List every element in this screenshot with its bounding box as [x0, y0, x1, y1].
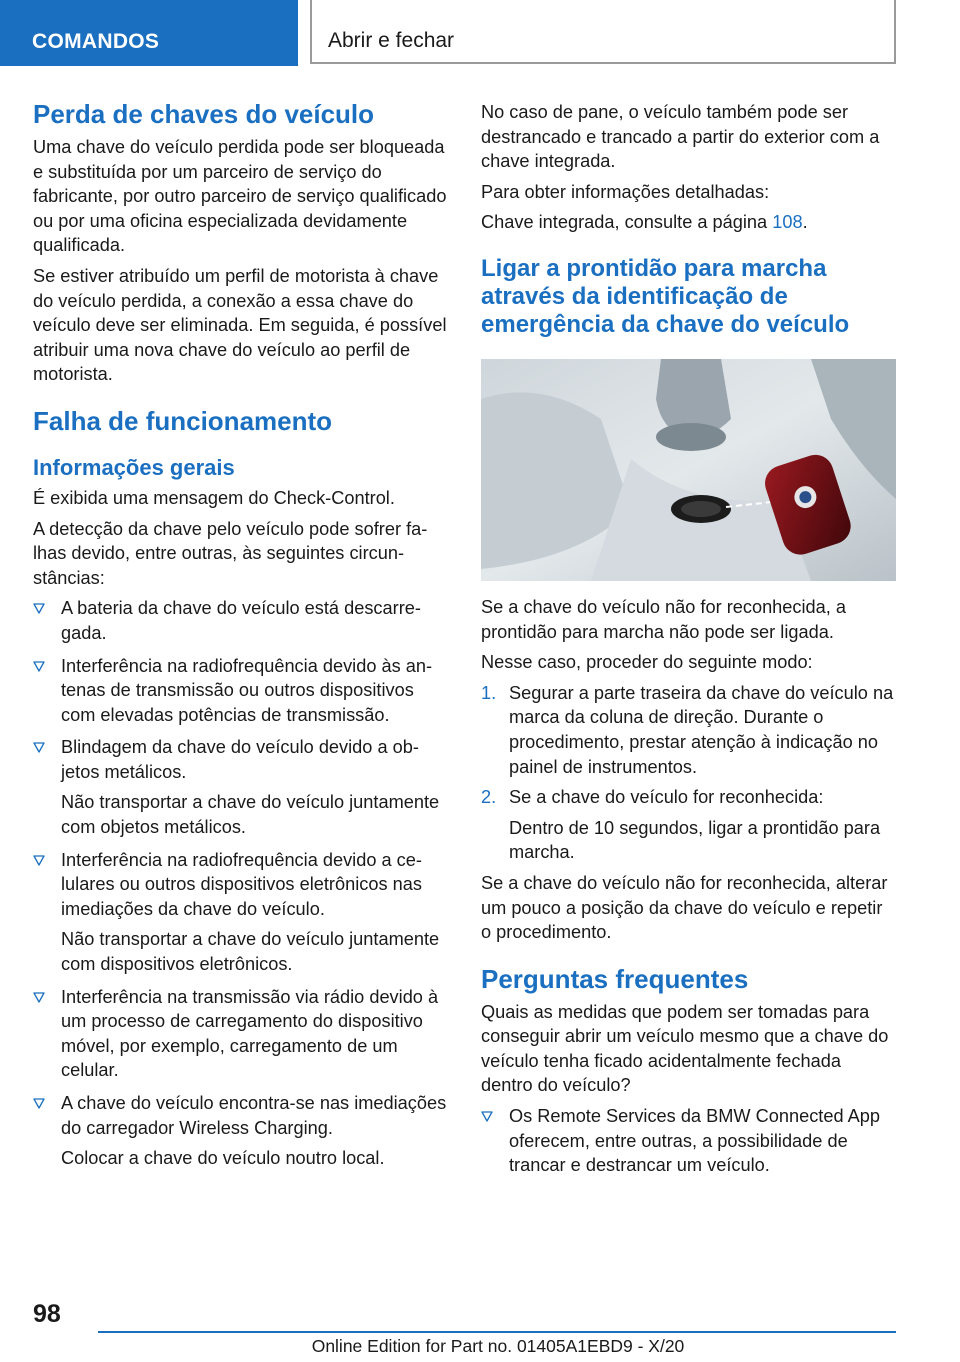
paragraph: É exibida uma mensagem do Check-Control.	[33, 487, 395, 508]
step-note: Dentro de 10 segundos, ligar a prontidão para marcha.	[509, 817, 881, 863]
list-item	[33, 596, 449, 645]
bullet-triangle-icon	[33, 855, 45, 867]
paragraph: No caso de pane, o veículo também pode ser destrancado e trancado a partir do exterior com a chave integrada.	[481, 102, 880, 172]
list-item	[33, 735, 449, 839]
step-text: Segurar a parte traseira da chave do veículo na marca da coluna de direção. Durante o procedimento, prestar atenção à indicação no painel de instrumentos.	[509, 682, 894, 777]
cross-reference	[481, 210, 897, 235]
page-header	[0, 0, 960, 66]
list-item	[481, 1104, 897, 1178]
step-number: 2.	[481, 787, 497, 808]
bullet-triangle-icon	[33, 1098, 45, 1110]
page-number: 98	[33, 1300, 61, 1328]
list-item-text: Os Remote Services da BMW Connected App oferecem, entre outras, a possibilidade de trancar e destrancar um veículo.	[509, 1106, 880, 1176]
bullet-triangle-icon	[481, 1111, 493, 1123]
paragraph: Nesse caso, proceder do seguinte modo:	[481, 652, 813, 673]
list-item-text: Interferência na radiofrequência devido a celulares ou outros dispositivos eletrônicos nas imediações da chave do veículo.	[61, 849, 422, 919]
list-item	[33, 848, 449, 977]
list-item	[33, 1091, 449, 1171]
bullet-triangle-icon	[33, 742, 45, 754]
reference-text: Chave integrada, consulte a página	[481, 212, 773, 233]
list-item-text: A chave do veículo encontra-se nas imediações do carregador Wireless Charging.	[61, 1093, 447, 1138]
list-item-note: Não transportar a chave do veículo juntamente com dispositivos eletrônicos.	[61, 929, 440, 975]
list-item-text: A bateria da chave do veículo está descarregada.	[61, 598, 421, 643]
steering-column-key-image	[481, 359, 896, 581]
right-column	[481, 100, 897, 1186]
list-item	[33, 985, 449, 1083]
section-tab: COMANDOS	[0, 0, 298, 66]
numbered-step	[481, 785, 897, 865]
steering-column-illustration	[481, 359, 896, 581]
edition-note: Online Edition for Part no. 01405A1EBD9 - X/20	[311, 1336, 685, 1356]
list-item-note: Não transportar a chave do veículo juntamente com objetos metálicos.	[61, 792, 440, 838]
subheading-general-info: Informações gerais	[33, 454, 235, 480]
numbered-steps	[481, 681, 897, 865]
bullet-list	[33, 596, 449, 1170]
list-item-text: Interferência na transmissão via rádio devido à um processo de carregamento do dispositivo móvel, por exemplo, carregamento de um celular.	[61, 986, 439, 1081]
page-link[interactable]: 108	[772, 212, 803, 233]
paragraph: Para obter informações detalhadas:	[481, 181, 770, 202]
left-column	[33, 100, 449, 1179]
step-number: 1.	[481, 682, 497, 703]
heading-faq: Perguntas frequentes	[481, 963, 749, 994]
footer-divider	[98, 1331, 896, 1333]
paragraph: Se a chave do veículo não for reconhecida, a prontidão para marcha não pode ser ligada.	[481, 596, 847, 642]
heading-malfunction: Falha de funcionamento	[33, 405, 333, 436]
list-item-text: Blindagem da chave do veículo devido a objetos metálicos.	[61, 737, 419, 782]
list-item-note: Colocar a chave do veículo noutro local.	[61, 1148, 385, 1169]
numbered-step	[481, 681, 897, 779]
step-text: Se a chave do veículo for reconhecida:	[509, 787, 824, 808]
bullet-triangle-icon	[33, 661, 45, 673]
reference-suffix: .	[802, 212, 808, 233]
heading-lost-key: Perda de chaves do veículo	[33, 99, 375, 129]
paragraph: Uma chave do veículo perdida pode ser bloqueada e substituída por um parceiro de serviço do fabricante, por outro parceiro de serviço qualificado ou por uma oficina especializada devidamente qualificada.	[33, 137, 447, 256]
paragraph: Se estiver atribuído um perfil de motorista à chave do veículo perdida, a conexão a essa chave do veículo deve ser eliminada. Em seguida, é possível atribuir uma nova chave do veículo ao perfil de motorista.	[33, 265, 447, 385]
subsection-title: Abrir e fechar	[310, 0, 896, 64]
paragraph: A detecção da chave pelo veículo pode sofrer falhas devido, entre outras, às seguintes circunstâncias:	[33, 518, 428, 588]
bullet-triangle-icon	[33, 603, 45, 615]
bullet-list	[481, 1104, 897, 1178]
list-item-text: Interferência na radiofrequência devido às antenas de transmissão ou outros dispositivos com elevadas potências de transmissão.	[61, 655, 433, 725]
bullet-triangle-icon	[33, 992, 45, 1004]
list-item	[33, 654, 449, 728]
paragraph: Quais as medidas que podem ser tomadas para conseguir abrir um veículo mesmo que a chave do veículo tenha ficado acidentalmente fechada dentro do veículo?	[481, 1001, 889, 1096]
heading-emergency-detection: Ligar a prontidão para marcha através da identificação de emergência da chave do veículo	[481, 254, 850, 338]
paragraph: Se a chave do veículo não for reconhecida, alterar um pouco a posição da chave do veículo e repetir o procedimento.	[481, 872, 888, 943]
